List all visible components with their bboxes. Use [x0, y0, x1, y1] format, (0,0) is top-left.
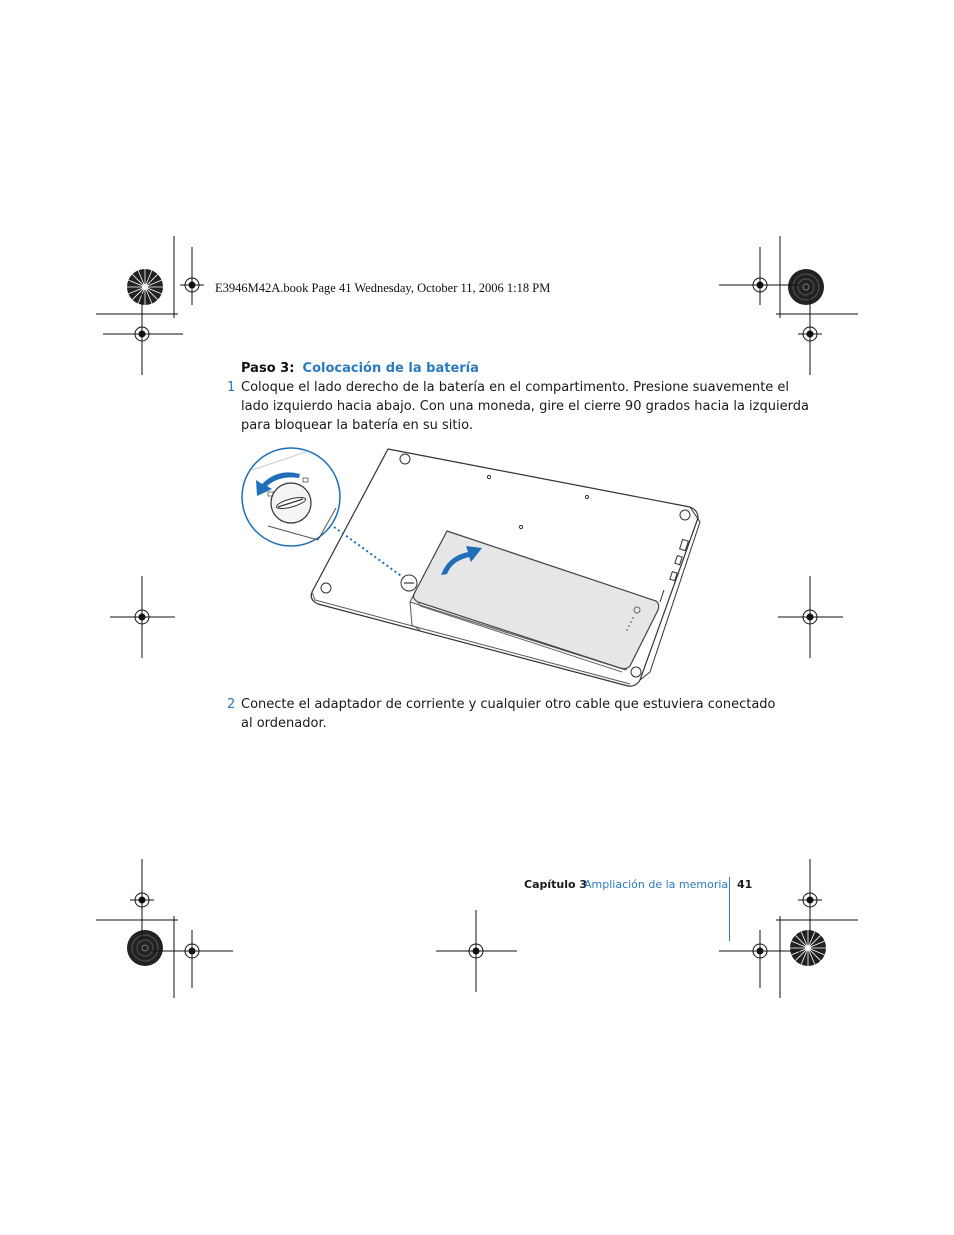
instruction-line: al ordenador. — [241, 716, 327, 731]
footer-divider — [729, 877, 730, 941]
instruction-line: lado izquierdo hacia abajo. Con una moneda, gire el cierre 90 grados hacia la izquierda — [241, 399, 809, 414]
instruction-number: 1 — [227, 380, 236, 395]
battery-latch-rotate-icon — [242, 448, 340, 546]
instruction-number: 2 — [227, 697, 236, 712]
footer-chapter: Capítulo 3 — [524, 878, 588, 891]
instruction-line: Coloque el lado derecho de la batería en el compartimento. Presione suavemente el — [241, 380, 790, 395]
step-name: Colocación de la batería — [302, 361, 479, 376]
print-header: E3946M42A.book Page 41 Wednesday, October 11, 2006 1:18 PM — [215, 281, 551, 295]
footer-section: Ampliación de la memoria — [584, 878, 729, 891]
instruction-line: para bloquear la batería en su sitio. — [241, 418, 473, 433]
page-number: 41 — [737, 878, 753, 891]
instruction-text — [241, 695, 776, 733]
instruction-line: Conecte el adaptador de corriente y cualquier otro cable que estuviera conectado — [241, 697, 776, 712]
step-label: Paso 3: — [241, 361, 295, 376]
